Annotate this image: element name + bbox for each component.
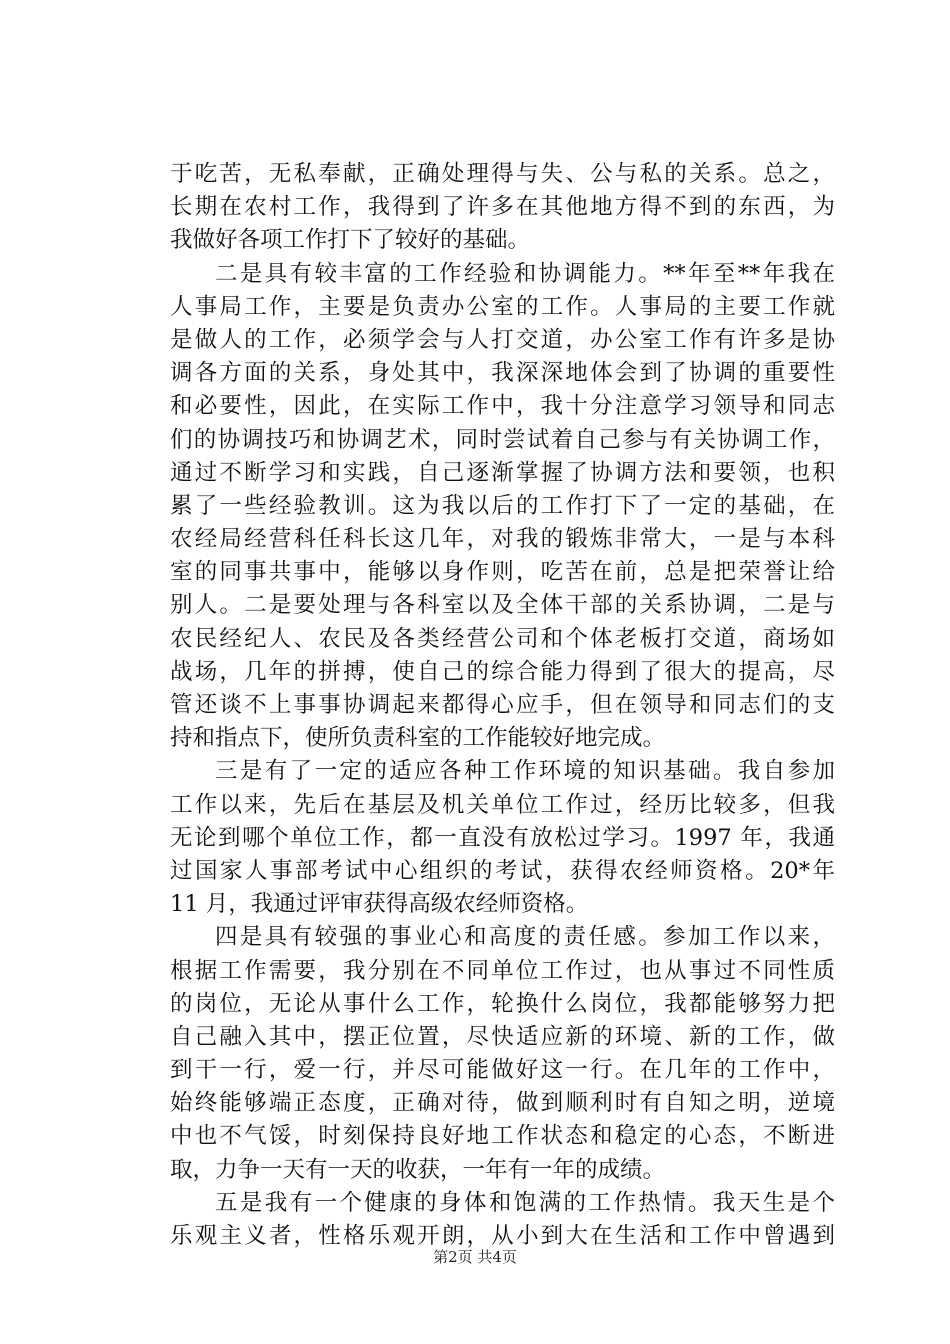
- text-line: 通过不断学习和实践，自己逐渐掌握了协调方法和要领，也积: [170, 459, 835, 486]
- text-line: 人事局工作，主要是负责办公室的工作。人事局的主要工作就: [170, 293, 835, 320]
- text-line: 始终能够端正态度，正确对待，做到顺利时有自知之明，逆境: [170, 1090, 835, 1117]
- text-line: 是做人的工作，必须学会与人打交道，办公室工作有许多是协: [170, 326, 835, 353]
- text-line: 农民经纪人、农民及各类经营公司和个体老板打交道，商场如: [170, 625, 835, 652]
- text-line: 三是有了一定的适应各种工作环境的知识基础。我自参加: [215, 758, 835, 785]
- text-line: 二是具有较丰富的工作经验和协调能力。**年至**年我在: [215, 260, 835, 287]
- page-footer: 第2页 共4页: [433, 1248, 517, 1266]
- text-line: 和必要性，因此，在实际工作中，我十分注意学习领导和同志: [170, 393, 835, 420]
- text-line: 长期在农村工作，我得到了许多在其他地方得不到的东西，为: [170, 194, 835, 221]
- text-line: 取，力争一天有一天的收获，一年有一年的成绩。: [170, 1156, 666, 1183]
- text-line: 乐观主义者，性格乐观开朗，从小到大在生活和工作中曾遇到: [170, 1223, 835, 1249]
- text-line: 别人。二是要处理与各科室以及全体干部的关系协调，二是与: [170, 592, 835, 619]
- text-line: 管还谈不上事事协调起来都得心应手，但在领导和同志们的支: [170, 692, 835, 718]
- text-line: 农经局经营科任科长这几年，对我的锻炼非常大，一是与本科: [170, 526, 835, 553]
- text-line: 持和指点下，使所负责科室的工作能较好地完成。: [170, 725, 666, 752]
- text-line: 五是我有一个健康的身体和饱满的工作热情。我天生是个: [215, 1189, 835, 1216]
- text-line: 战场，几年的拼搏，使自己的综合能力得到了很大的提高，尽: [170, 658, 835, 685]
- text-line: 于吃苦，无私奉献，正确处理得与失、公与私的关系。总之，: [170, 161, 835, 187]
- text-line: 们的协调技巧和协调艺术，同时尝试着自己参与有关协调工作，: [170, 426, 835, 453]
- text-line: 的岗位，无论从事什么工作，轮换什么岗位，我都能够努力把: [170, 990, 835, 1017]
- text-line: 中也不气馁，时刻保持良好地工作状态和稳定的心态，不断进: [170, 1123, 835, 1150]
- text-line: 室的同事共事中，能够以身作则，吃苦在前，总是把荣誉让给: [170, 559, 835, 586]
- text-line: 累了一些经验教训。这为我以后的工作打下了一定的基础，在: [170, 492, 835, 519]
- text-line: 我做好各项工作打下了较好的基础。: [170, 227, 531, 254]
- document-body: [170, 158, 835, 1253]
- text-line: 调各方面的关系，身处其中，我深深地体会到了协调的重要性: [170, 360, 835, 387]
- text-line: 工作以来，先后在基层及机关单位工作过，经历比较多，但我: [170, 791, 835, 818]
- text-line: 无论到哪个单位工作，都一直没有放松过学习。1997 年，我通: [170, 824, 835, 851]
- text-line: 自己融入其中，摆正位置，尽快适应新的环境、新的工作，做: [170, 1023, 835, 1050]
- text-line: 到干一行，爱一行，并尽可能做好这一行。在几年的工作中，: [170, 1057, 835, 1084]
- text-line: 根据工作需要，我分别在不同单位工作过，也从事过不同性质: [170, 957, 835, 984]
- text-line: 11 月，我通过评审获得高级农经师资格。: [170, 891, 589, 918]
- text-line: 过国家人事部考试中心组织的考试，获得农经师资格。20*年: [170, 857, 835, 884]
- text-line: 四是具有较强的事业心和高度的责任感。参加工作以来，: [215, 924, 835, 951]
